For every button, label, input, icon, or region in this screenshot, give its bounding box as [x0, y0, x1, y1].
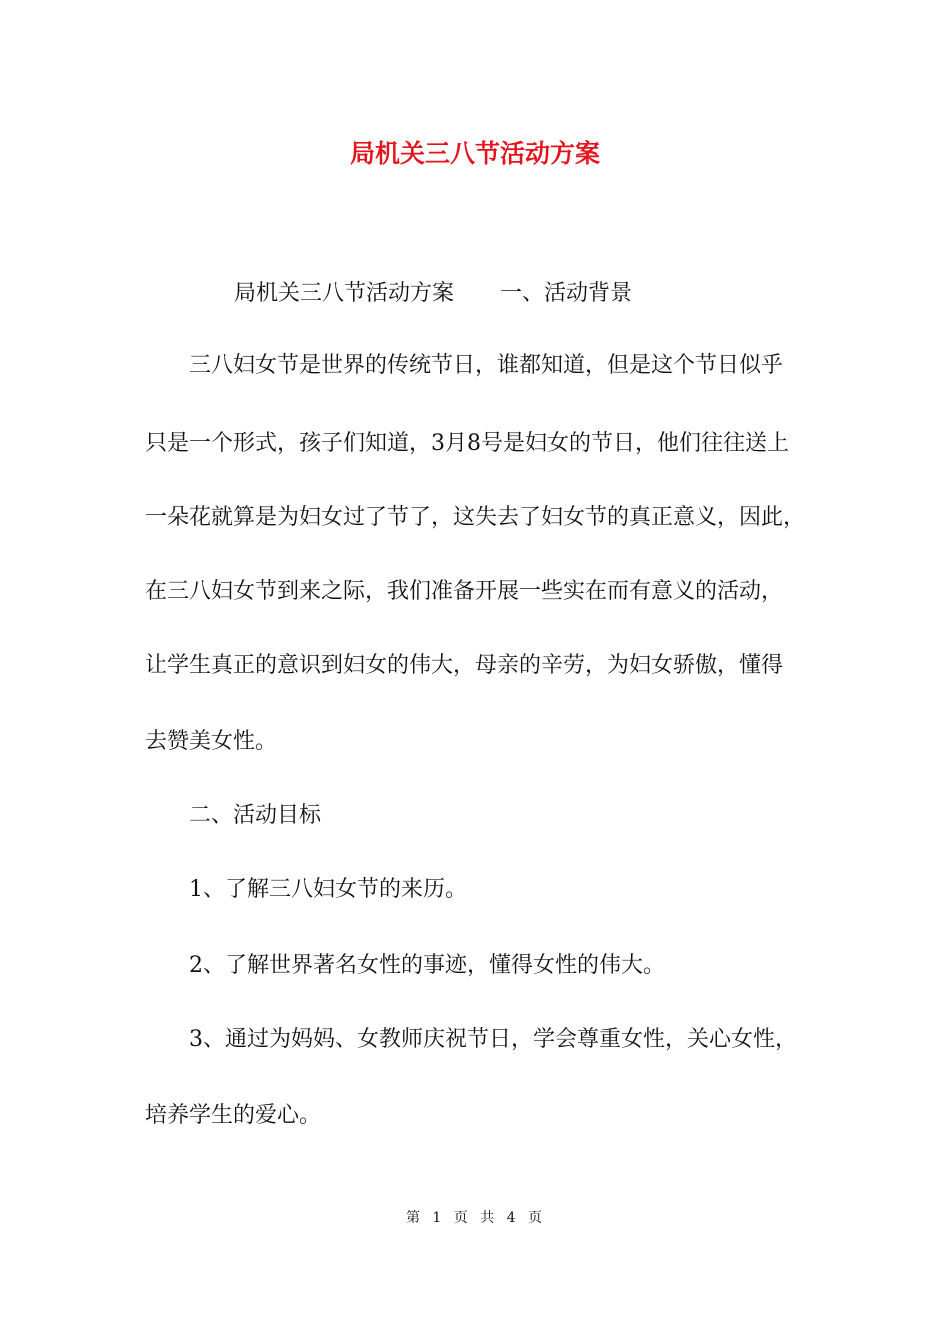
footer-prefix: 第 [405, 1210, 422, 1226]
goal-item-continued: 培养学生的爱心。 [145, 1103, 322, 1128]
footer-page-word: 页 [453, 1210, 470, 1226]
paragraph-line: 让学生真正的意识到妇女的伟大，母亲的辛劳，为妇女骄傲，懂得 [145, 653, 784, 678]
footer-suffix: 页 [528, 1210, 545, 1226]
current-page-number: 1 [432, 1210, 444, 1226]
paragraph-line: 三八妇女节是世界的传统节日，谁都知道，但是这个节日似乎 [189, 353, 784, 378]
paragraph-line: 去赞美女性。 [145, 729, 278, 754]
footer-total-word: 共 [480, 1210, 497, 1226]
paragraph-line: 在三八妇女节到来之际，我们准备开展一些实在而有意义的活动， [145, 579, 784, 604]
goal-item: 1、了解三八妇女节的来历。 [189, 877, 467, 902]
document-title: 局机关三八节活动方案 [349, 139, 600, 168]
lead-title: 局机关三八节活动方案 [234, 281, 455, 306]
goal-item: 3、通过为妈妈、女教师庆祝节日，学会尊重女性，关心女性， [189, 1027, 797, 1052]
paragraph-line: 一朵花就算是为妇女过了节了，这失去了妇女节的真正意义，因此， [145, 505, 806, 530]
total-pages-number: 4 [506, 1210, 518, 1226]
lead-heading-line [234, 276, 914, 312]
goal-item: 2、了解世界著名女性的事迹，懂得女性的伟大。 [189, 953, 665, 978]
page-footer [0, 1208, 950, 1228]
section2-heading: 二、活动目标 [189, 803, 322, 828]
paragraph-line: 只是一个形式，孩子们知道，3月8号是妇女的节日，他们往往送上 [145, 431, 789, 456]
section1-heading: 一、活动背景 [500, 281, 633, 306]
